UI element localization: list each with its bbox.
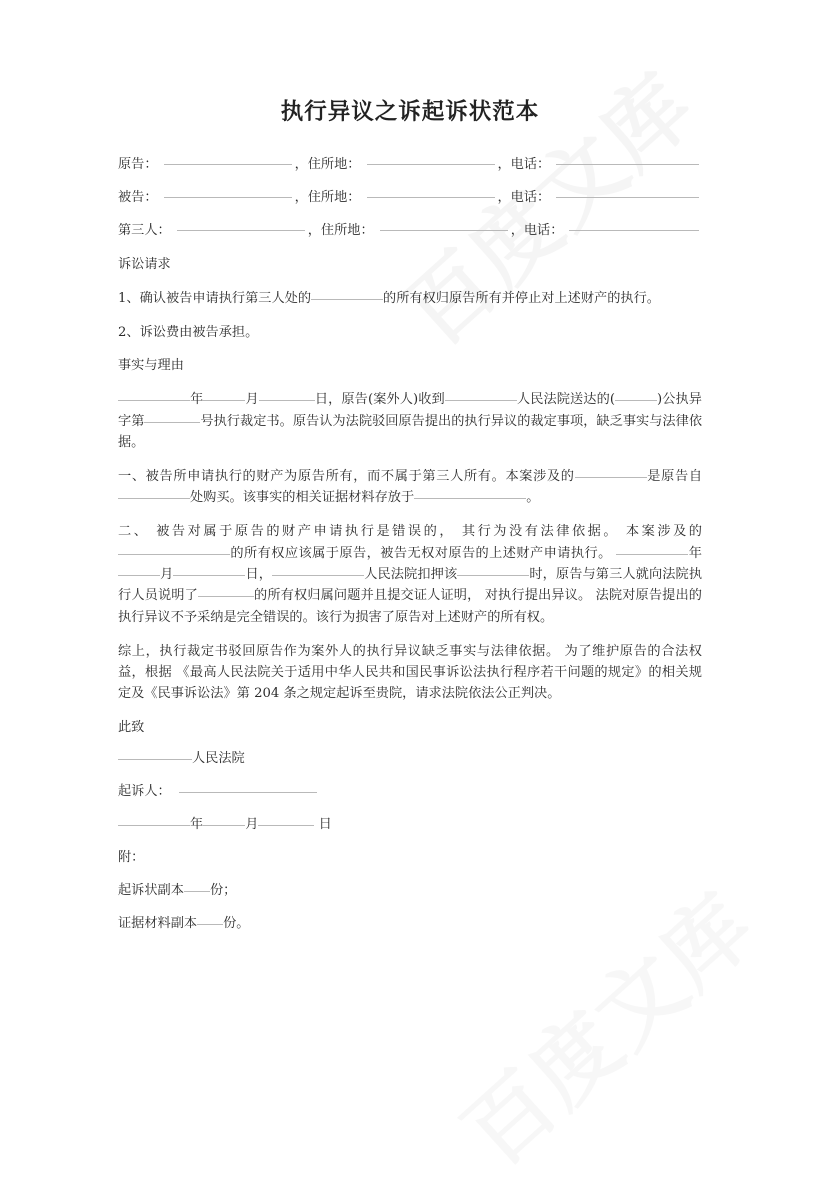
facts-receipt-label: 日，原告(案外人)收到 [314,392,445,408]
defendant-phone-label: ，电话： [497,189,551,205]
attachment-complaint-suffix: 份； [209,883,237,899]
attachment-item-complaint [118,881,702,901]
claim-item-1 [118,288,702,309]
defendant-name-field[interactable] [164,197,292,198]
party-row-third-party [118,221,702,241]
section-one-text-2: 是原告自 [646,468,703,484]
claim-1-suffix: 的所有权归原告所有并停止对上述财产的执行。 [383,290,660,306]
third-party-name-label: 第三人： [118,222,171,238]
plaintiff-signature-line [118,782,702,802]
third-party-address-label: ，住所地： [307,222,374,238]
section-one-evidence-location-field[interactable] [414,486,526,499]
section-two-ownership-field[interactable] [198,584,254,597]
claim-1-property-field[interactable] [311,287,383,300]
signature-month-field[interactable] [203,813,245,826]
closing-salutation: 此致 [118,720,145,736]
section-two-text-4: 时，原告与第三人就向法院执行人员说明了 [118,566,703,604]
section-one-text-1: 一、被告所申请执行的财产为原告所有，而不属于第三人所有。本案涉及的 [118,468,575,484]
plaintiff-address-field[interactable] [367,164,495,165]
section-two-year-field[interactable] [616,542,688,555]
third-party-address-field[interactable] [380,230,508,231]
facts-court-label: 人民法院送达的( [516,392,616,408]
facts-year-label: 年 [190,392,204,408]
facts-court-field[interactable] [445,388,517,401]
section-one-paragraph [118,466,702,509]
section-two-text-3: 人民法院扣押该 [364,566,458,582]
section-two-seized-item-field[interactable] [457,563,529,576]
attachment-complaint-prefix: 起诉状副本 [118,883,184,899]
party-row-plaintiff [118,155,702,175]
signature-month-label: 月 [245,816,259,832]
defendant-phone-field[interactable] [556,197,699,198]
attachment-complaint-count-field[interactable] [184,879,210,892]
facts-heading: 事实与理由 [118,358,184,374]
facts-case-number-field[interactable] [144,410,200,423]
signature-year-label: 年 [190,816,204,832]
claim-1-prefix: 1、确认被告申请执行第三人处的 [118,290,312,306]
section-one-text-3: 处购买。该事实的相关证据材料存放于 [190,490,415,506]
conclusion-paragraph [118,641,702,705]
section-one-text-4: 。 [526,490,540,506]
facts-month-field[interactable] [203,388,245,401]
attachment-evidence-prefix: 证据材料副本 [118,916,198,932]
attachment-evidence-suffix: 份。 [223,916,250,932]
section-two-day-field[interactable] [173,563,245,576]
facts-ruling-text: 号执行裁定书。原告认为法院驳回原告提出的执行异议的裁定事项，缺乏事实与法律依据。 [118,413,703,451]
section-two-court-field[interactable] [272,563,364,576]
section-two-month-field[interactable] [118,563,160,576]
signature-day-label: 日 [318,816,332,832]
plaintiff-address-label: ，住所地： [294,157,361,172]
document-content [118,0,702,947]
defendant-name-label: 被告： [118,189,158,205]
facts-year-field[interactable] [118,388,190,401]
plaintiff-signature-label: 起诉人： [118,783,171,799]
plaintiff-signature-field[interactable] [179,780,317,793]
section-two-property-field[interactable] [118,542,230,555]
plaintiff-name-label: 原告： [118,157,158,172]
plaintiff-phone-label: ，电话： [497,157,551,172]
conclusion-text-2: 条之规定起诉至贵院，请求法院依法公正判决。 [279,686,561,702]
signature-year-field[interactable] [118,813,190,826]
facts-month-label: 月 [245,392,259,408]
conclusion-text-1: 综上，执行裁定书驳回原告作为案外人的执行异议缺乏事实与法律依据。 为了维护原告的合法权益，根据 《最高人民法院关于适用中华人民共和国民事诉讼法执行程序若干问题的规定》的相关规定及《民事诉讼法》第 [118,643,702,702]
section-two-paragraph [118,521,702,628]
attachments-heading: 附： [118,850,145,866]
page-title: 执行异议之诉起诉状范本 [280,99,540,125]
facts-case-type-label: )公执异字第 [118,392,702,429]
section-two-month-label: 月 [160,566,174,582]
plaintiff-phone-field[interactable] [556,164,699,165]
section-two-text-5: 的所有权归属问题并且提交证人证明， 对执行提出异议。 法院对原告提出的执行异议不予采纳是完全错误的。该行为损害了原告对上述财产的所有权。 [118,588,702,625]
section-two-text-2: 的所有权应该属于原告，被告无权对原告的上述财产申请执行。 [230,545,617,561]
third-party-name-field[interactable] [177,230,305,231]
claims-heading: 诉讼请求 [118,256,171,272]
party-row-defendant [118,188,702,208]
title-spacer [118,126,702,155]
attachment-evidence-count-field[interactable] [197,912,223,925]
section-two-day-label: 日， [245,566,273,582]
defendant-address-field[interactable] [367,197,495,198]
claim-item-2: 2、诉讼费由被告承担。 [118,324,259,340]
section-one-property-field[interactable] [575,465,647,478]
closing-court-suffix: 人民法院 [192,750,245,766]
closing-court-line [118,749,702,769]
facts-day-field[interactable] [259,388,315,401]
signature-day-field[interactable] [258,813,314,826]
attachment-item-evidence [118,914,702,934]
facts-year-code-field[interactable] [615,388,657,401]
signature-date-line [118,815,702,835]
closing-court-field[interactable] [118,747,192,760]
conclusion-article-number: 204 [254,686,280,702]
defendant-address-label: ，住所地： [294,189,361,205]
section-one-seller-field[interactable] [118,486,190,499]
section-two-year-label: 年 [688,545,702,561]
plaintiff-name-field[interactable] [164,164,292,165]
section-two-text-1: 二、 被告对属于原告的财产申请执行是错误的， 其行为没有法律依据。 本案涉及的 [118,524,702,540]
third-party-phone-field[interactable] [569,230,699,231]
facts-intro-paragraph [118,389,702,453]
third-party-phone-label: ，电话： [510,222,564,238]
